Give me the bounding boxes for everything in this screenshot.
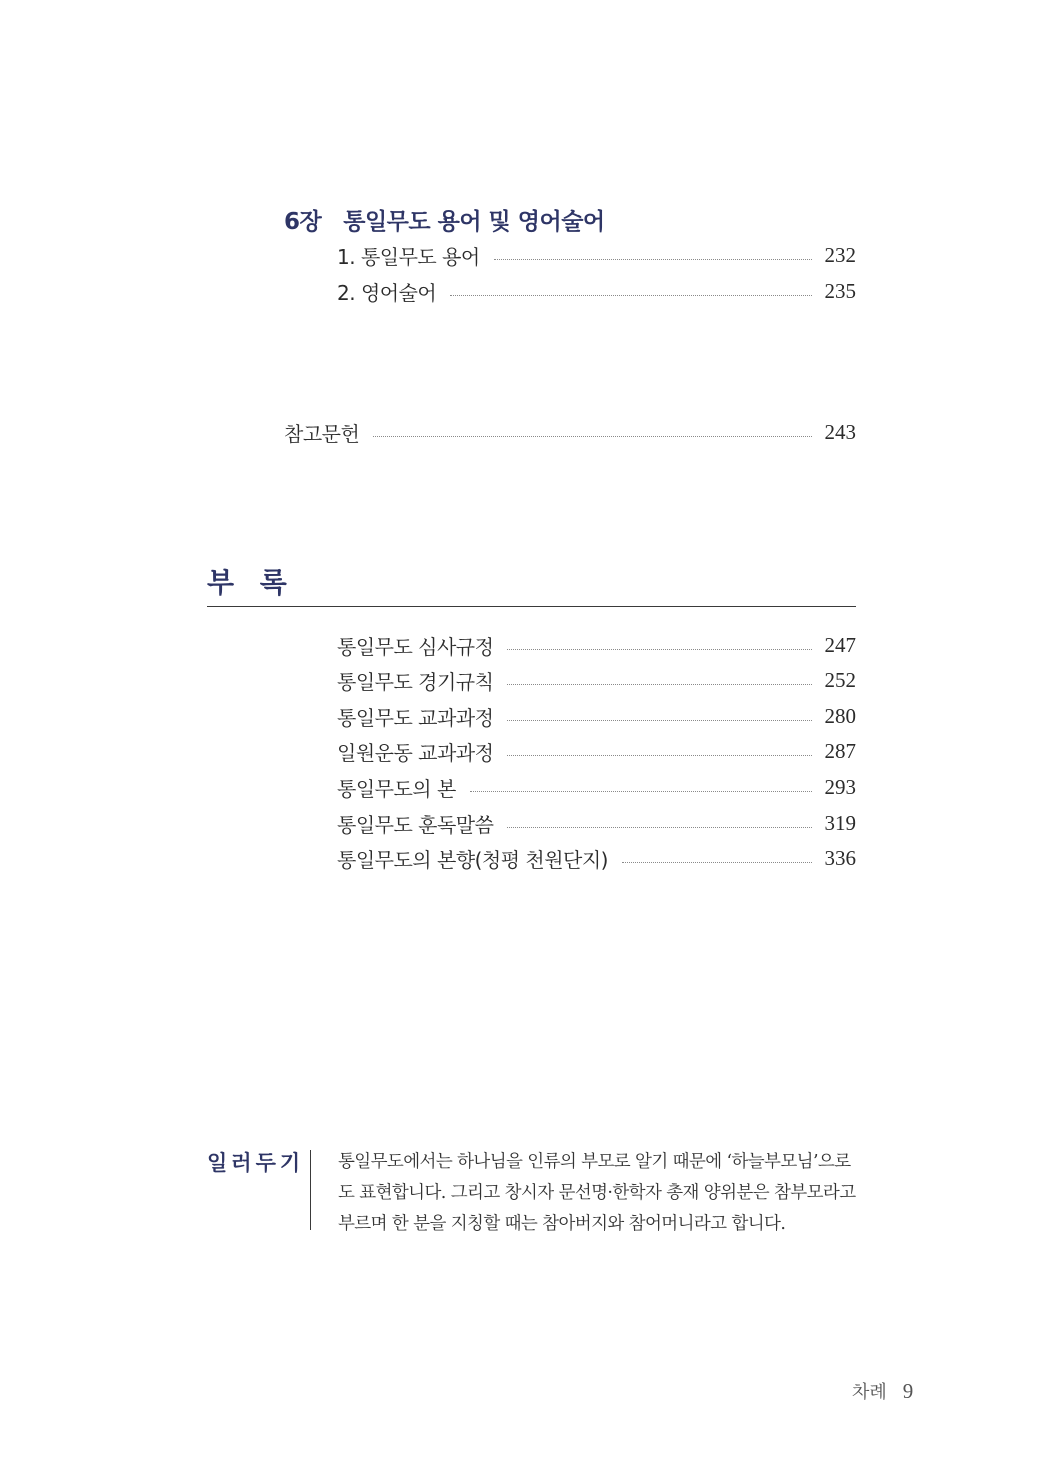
appendix-heading: 부 록 [207, 566, 295, 599]
toc-entry-page: 287 [824, 738, 856, 763]
page-footer [852, 1378, 913, 1404]
toc-entry[interactable] [337, 665, 856, 695]
toc-entry-page: 336 [824, 845, 856, 870]
references-label: 참고문헌 [284, 421, 360, 446]
dot-leader [470, 791, 812, 792]
dot-leader [450, 295, 812, 296]
references-page: 243 [824, 419, 856, 444]
dot-leader [507, 649, 812, 650]
toc-entry[interactable] [337, 843, 856, 873]
toc-entry-label: 통일무도 훈독말씀 [337, 812, 494, 837]
toc-entry-label: 통일무도의 본 [337, 776, 456, 801]
dot-leader [507, 827, 812, 828]
dot-leader [507, 755, 812, 756]
toc-entry-label: 통일무도 경기규칙 [337, 669, 494, 694]
toc-entry-page: 293 [824, 774, 856, 799]
chapter-title-text: 통일무도 용어 및 영어술어 [343, 209, 605, 235]
toc-entry-label: 통일무도 심사규정 [337, 634, 494, 659]
dot-leader [622, 862, 812, 863]
toc-entry-page: 252 [824, 667, 856, 692]
toc-entry-label: 2. 영어술어 [337, 280, 437, 305]
toc-entry[interactable] [337, 772, 856, 802]
toc-entry[interactable] [337, 630, 856, 660]
footer-section-title: 차례 [852, 1382, 887, 1403]
toc-entry[interactable] [337, 736, 856, 766]
toc-entry-page: 280 [824, 703, 856, 728]
footer-page-number: 9 [902, 1379, 914, 1403]
toc-entry-page: 247 [824, 632, 856, 657]
notes-divider [310, 1150, 311, 1230]
toc-entry-page: 232 [824, 242, 856, 267]
notes-label: 일러두기 [207, 1151, 305, 1175]
toc-entry[interactable] [337, 701, 856, 731]
dot-leader [507, 684, 812, 685]
toc-entry[interactable] [337, 240, 856, 270]
notes-text: 통일무도에서는 하나님을 인류의 부모로 알기 때문에 ‘하늘부모님’으로도 표현합니다. 그리고 창시자 문선명·한학자 총재 양위분은 참부모라고 부르며 한 분을 지칭할 때는 참아버지와 참어머니라고 합니다. [338, 1152, 856, 1234]
toc-entry[interactable] [337, 808, 856, 838]
toc-entry-label: 일원운동 교과과정 [337, 740, 494, 765]
dot-leader [507, 720, 812, 721]
toc-entry-references[interactable] [284, 417, 856, 447]
toc-entry-label: 1. 통일무도 용어 [337, 244, 480, 269]
dot-leader [494, 259, 812, 260]
chapter-number: 6장 [284, 209, 322, 235]
chapter-6-title [284, 203, 605, 236]
toc-entry-page: 235 [824, 278, 856, 303]
toc-entry-page: 319 [824, 810, 856, 835]
toc-entry-label: 통일무도의 본향(청평 천원단지) [337, 847, 608, 872]
toc-entry[interactable] [337, 276, 856, 306]
appendix-divider [207, 606, 856, 607]
dot-leader [373, 436, 812, 437]
toc-entry-label: 통일무도 교과과정 [337, 705, 494, 730]
